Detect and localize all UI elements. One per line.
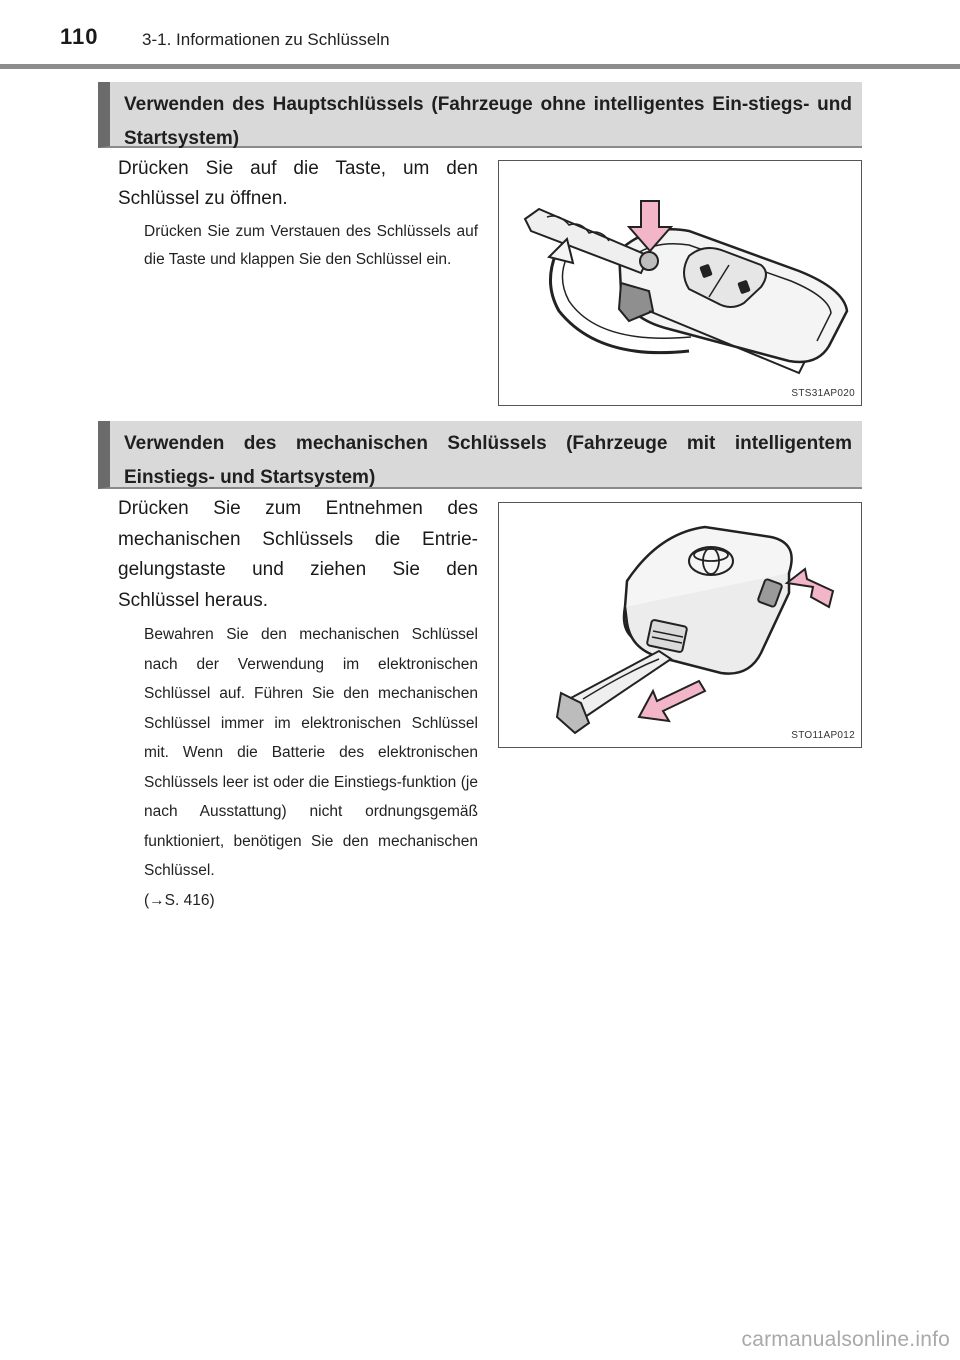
figure-code: STO11AP012 xyxy=(791,730,855,741)
section-heading-text: Verwenden des mechanischen Schlüssels (Fahrzeuge mit intelligentem Einstiegs- und Startsystem) xyxy=(124,433,852,488)
figure-fold-key xyxy=(498,160,862,406)
figure-smart-key xyxy=(498,502,862,748)
figure-code: STS31AP020 xyxy=(791,388,855,399)
note-stow-key: Drücken Sie zum Verstauen des Schlüssels auf die Taste und klappen Sie den Schlüssel ein. xyxy=(144,223,478,268)
note-main-text: Bewahren Sie den mechanischen Schlüssel nach der Verwendung im elektronischen Schlüssel auf. Führen Sie den mechanischen Schlüssel immer im elektronischen Schlüssel mit. Wenn die Batterie des elektronischen Schlüssels leer ist oder die Einstiegs-funktion (je nach Ausstattung) nicht ordnungsgemäß funktioniert, benötigen Sie den mechanischen Schlüssel. xyxy=(144,626,478,879)
fold-key-illustration xyxy=(499,161,862,406)
instruction-open-key: Drücken Sie auf die Taste, um den Schlüssel zu öffnen. xyxy=(118,158,478,209)
watermark: carmanualsonline.info xyxy=(741,1328,950,1351)
section-title: 3-1. Informationen zu Schlüsseln xyxy=(142,30,390,49)
page-header xyxy=(0,0,960,70)
section-heading-mechanical-key xyxy=(98,421,862,489)
section-heading-main-key xyxy=(98,82,862,148)
instruction-remove-key: Drücken Sie zum Entnehmen des mechanischen Schlüssels die Entrie-gelungstaste und ziehen Sie den Schlüssel heraus. xyxy=(118,498,478,611)
section-heading-text: Verwenden des Hauptschlüssels (Fahrzeuge ohne intelligentes Ein-stiegs- und Startsystem) xyxy=(124,94,852,149)
smart-key-illustration xyxy=(499,503,862,748)
note-mechanical-key xyxy=(144,620,478,915)
page-reference: (→S. 416) xyxy=(144,891,215,909)
header-rule xyxy=(0,64,960,69)
page-number: 110 xyxy=(60,24,99,49)
